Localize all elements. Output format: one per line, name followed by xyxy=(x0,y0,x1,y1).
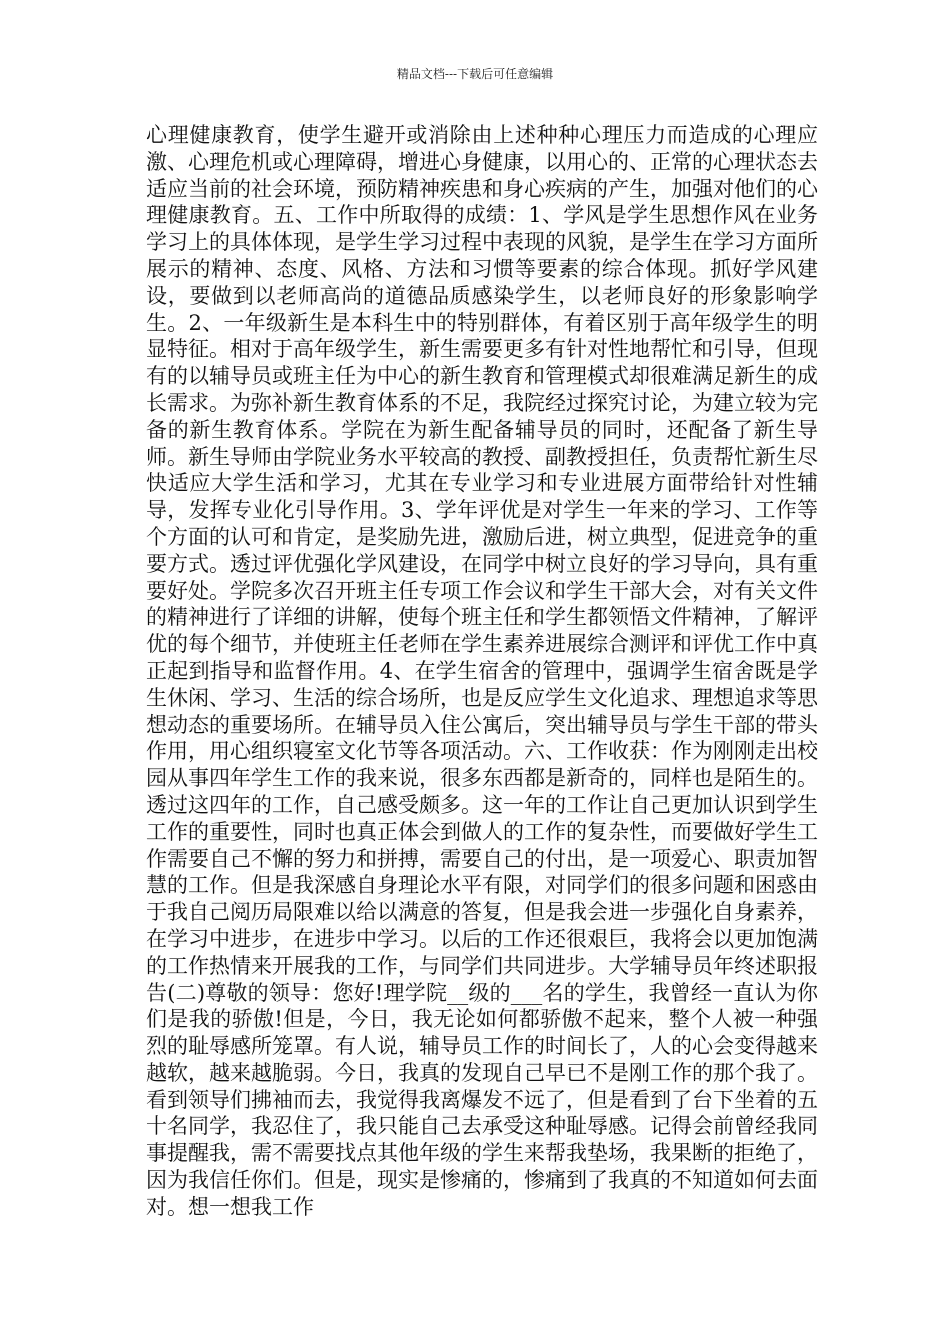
body-paragraph: 心理健康教育，使学生避开或消除由上述种种心理压力而造成的心理应激、心理危机或心理障碍，增进心身健康，以用心的、正常的心理状态去适应当前的社会环境，预防精神疾患和身心疾病的产生，加强对他们的心理健康教育。五、工作中所取得的成绩：1、学风是学生思想作风在业务学习上的具体体现，是学生学习过程中表现的风貌，是学生在学习方面所展示的精神、态度、风格、方法和习惯等要素的综合体现。抓好学风建设，要做到以老师高尚的道德品质感染学生，以老师良好的形象影响学生。2、一年级新生是本科生中的特别群体，有着区别于高年级学生的明显特征。相对于高年级学生，新生需要更多有针对性地帮忙和引导，但现有的以辅导员或班主任为中心的新生教育和管理模式却很难满足新生的成长需求。为弥补新生教育体系的不足，我院经过探究讨论，为建立较为完备的新生教育体系。学院在为新生配备辅导员的同时，还配备了新生导师。新生导师由学院业务水平较高的教授、副教授担任，负责帮忙新生尽快适应大学生活和学习，尤其在专业学习和专业进展方面带给针对性辅导，发挥专业化引导作用。3、学年评优是对学生一年来的学习、工作等个方面的认可和肯定，是奖励先进，激励后进，树立典型，促进竞争的重要方式。透过评优强化学风建设，在同学中树立良好的学习导向，具有重要好处。学院多次召开班主任专项工作会议和学生干部大会，对有关文件的精神进行了详细的讲解，使每个班主任和学生都领悟文件精神，了解评优的每个细节，并使班主任老师在学生素养进展综合测评和评优工作中真正起到指导和监督作用。4、在学生宿舍的管理中，强调学生宿舍既是学生休闲、学习、生活的综合场所，也是反应学生文化追求、理想追求等思想动态的重要场所。在辅导员入住公寓后，突出辅导员与学生干部的带头作用，用心组织寝室文化节等各项活动。六、工作收获：作为刚刚走出校园从事四年学生工作的我来说，很多东西都是新奇的，同样也是陌生的。透过这四年的工作，自己感受颇多。这一年的工作让自己更加认识到学生工作的重要性，同时也真正体会到做人的工作的复杂性，而要做好学生工作需要自己不懈的努力和拼搏，需要自己的付出，是一项爱心、职责加智慧的工作。但是我深感自身理论水平有限，对同学们的很多问题和困惑由于我自己阅历局限难以给以满意的答复，但是我会进一步强化自身素养，在学习中进步，在进步中学习。以后的工作还很艰巨，我将会以更加饱满的工作热情来开展我的工作，与同学们共同进步。大学辅导员年终述职报告(二)尊敬的领导：您好!理学院__级的___名的学生，我曾经一直认为你们是我的骄傲!但是，今日，我无论如何都骄傲不起来，整个人被一种强烈的耻辱感所笼罩。有人说，辅导员工作的时间长了，人的心会变得越来越软，越来越脆弱。今日，我真的发现自己早已不是刚工作的那个我了。看到领导们拂袖而去，我觉得我离爆发不远了，但是看到了台下坐着的五十名同学，我忍住了，我只能自己去承受这种耻辱感。记得会前曾经我同事提醒我，需不需要找点其他年级的学生来帮我垫场，我果断的拒绝了，因为我信任你们。但是，现实是惨痛的，惨痛到了我真的不知道如何去面对。想一想我工作 xyxy=(146,123,818,1219)
page-header: 精品文档---下载后可任意编辑 xyxy=(396,67,554,81)
